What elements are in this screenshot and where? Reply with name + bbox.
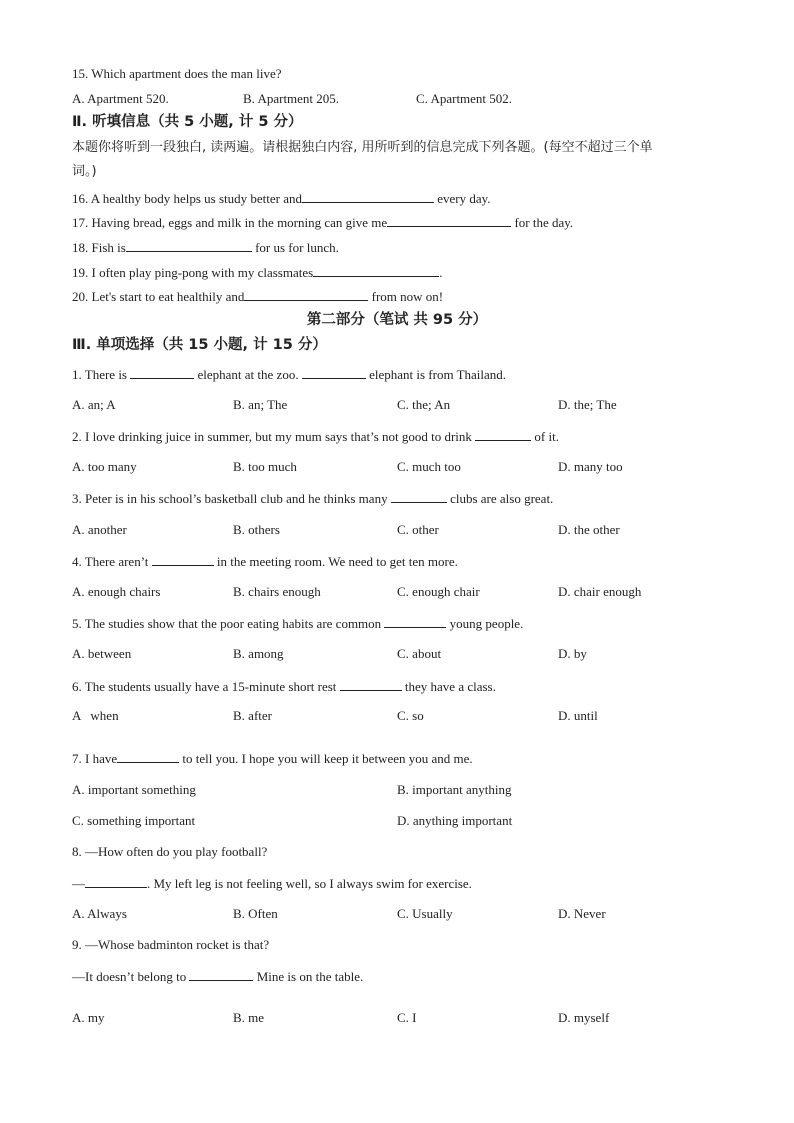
answer-blank[interactable] [302, 190, 434, 203]
question-20: 20. Let's start to eat healthily and from now on! [72, 289, 444, 304]
option-c: C. I [397, 1010, 417, 1025]
answer-blank[interactable] [244, 288, 368, 301]
option-a: A. important something [72, 782, 196, 797]
option-a: A. too many [72, 459, 137, 474]
option-d: D. many too [558, 459, 623, 474]
option-b: B. chairs enough [233, 584, 321, 599]
question-6: 6. The students usually have a 15-minute short rest they have a class. [72, 679, 496, 694]
option-b: B. too much [233, 459, 297, 474]
option-b: B. among [233, 646, 284, 661]
question-8-reply: — . My left leg is not feeling well, so I always swim for exercise. [72, 876, 472, 891]
option-a: A when [72, 708, 119, 723]
option-a: A. another [72, 522, 127, 537]
question-1: 1. There is elephant at the zoo. elephant is from Thailand. [72, 367, 507, 382]
answer-blank[interactable] [384, 615, 446, 628]
answer-blank[interactable] [340, 678, 402, 691]
question-2: 2. I love drinking juice in summer, but my mum says that’s not good to drink of it. [72, 429, 559, 444]
answer-blank[interactable] [313, 264, 439, 277]
option-c: C. about [397, 646, 442, 661]
section-2-instruction-cont: 词。) [72, 164, 97, 179]
answer-blank[interactable] [126, 239, 252, 252]
part-2-title: 第二部分（笔试 共 95 分） [306, 312, 488, 328]
question-16: 16. A healthy body helps us study better and every day. [72, 191, 491, 206]
question-9-reply: —It doesn’t belong to Mine is on the table. [72, 969, 364, 984]
question-17: 17. Having bread, eggs and milk in the morning can give me for the day. [72, 215, 574, 230]
question-19: 19. I often play ping-pong with my classmates . [72, 265, 443, 280]
option-c: C. Apartment 502. [416, 91, 513, 106]
question-9: 9. —Whose badminton rocket is that? [72, 937, 270, 952]
option-c: C. so [397, 708, 424, 723]
option-b: B. others [233, 522, 280, 537]
option-c: C. the; An [397, 397, 451, 412]
question-18: 18. Fish is for us for lunch. [72, 240, 339, 255]
option-d: D. chair enough [558, 584, 642, 599]
question-5: 5. The studies show that the poor eating habits are common young people. [72, 616, 524, 631]
answer-blank[interactable] [391, 490, 447, 503]
option-a: A. my [72, 1010, 105, 1025]
option-a: A. Always [72, 906, 127, 921]
answer-blank[interactable] [387, 214, 511, 227]
question-3: 3. Peter is in his school’s basketball club and he thinks many clubs are also great. [72, 491, 554, 506]
answer-blank[interactable] [130, 366, 194, 379]
answer-blank[interactable] [117, 750, 179, 763]
option-d: D. Never [558, 906, 606, 921]
answer-blank[interactable] [152, 553, 214, 566]
option-d: D. the other [558, 522, 620, 537]
question-8: 8. —How often do you play football? [72, 844, 268, 859]
option-b: B. me [233, 1010, 265, 1025]
answer-blank[interactable] [85, 875, 147, 888]
answer-blank[interactable] [475, 428, 531, 441]
option-d: D. until [558, 708, 598, 723]
option-d: D. anything important [397, 813, 513, 828]
option-b: B. important anything [397, 782, 512, 797]
option-b: B. an; The [233, 397, 288, 412]
option-a: A. between [72, 646, 132, 661]
section-2-heading: Ⅱ. 听填信息（共 5 小题, 计 5 分） [72, 114, 303, 130]
option-d: D. the; The [558, 397, 617, 412]
option-b: B. after [233, 708, 272, 723]
answer-blank[interactable] [189, 968, 253, 981]
option-a: A. an; A [72, 397, 116, 412]
section-2-instruction: 本题你将听到一段独白, 读两遍。请根据独白内容, 用所听到的信息完成下列各题。(每空不超过三个单 [72, 140, 653, 155]
option-a: A. enough chairs [72, 584, 161, 599]
option-d: D. myself [558, 1010, 610, 1025]
option-b: B. Apartment 205. [243, 91, 340, 106]
option-b: B. Often [233, 906, 278, 921]
answer-blank[interactable] [302, 366, 366, 379]
section-3-heading: Ⅲ. 单项选择（共 15 小题, 计 15 分） [72, 337, 327, 353]
option-c: C. enough chair [397, 584, 480, 599]
option-a: A. Apartment 520. [72, 91, 169, 106]
option-c: C. something important [72, 813, 196, 828]
question-4: 4. There aren’t in the meeting room. We need to get ten more. [72, 554, 458, 569]
question-15: 15. Which apartment does the man live? [72, 66, 282, 81]
option-d: D. by [558, 646, 587, 661]
option-c: C. much too [397, 459, 461, 474]
option-c: C. other [397, 522, 439, 537]
question-7: 7. I have to tell you. I hope you will keep it between you and me. [72, 751, 473, 766]
option-c: C. Usually [397, 906, 453, 921]
